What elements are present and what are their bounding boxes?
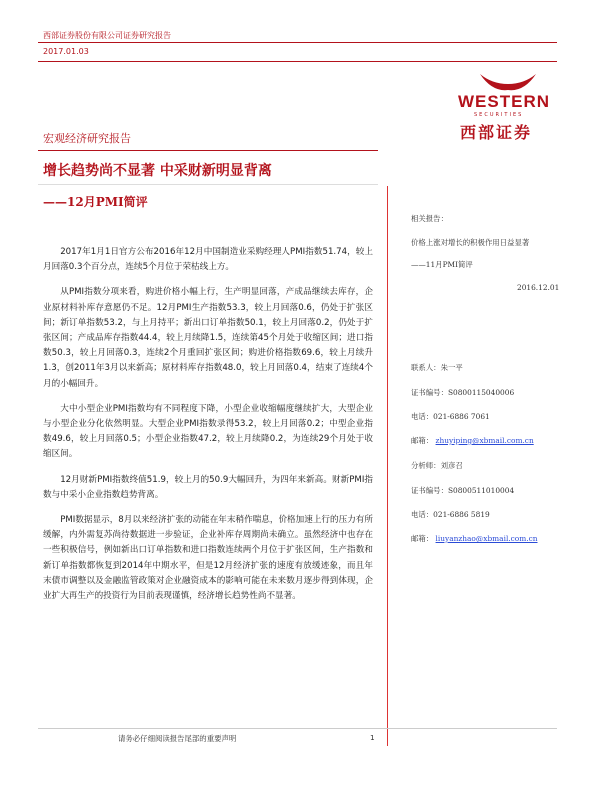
contact-cert: 证书编号：S0800115040006: [411, 388, 515, 397]
paragraph: 12月财新PMI指数终值51.9，较上月的50.9大幅回升，为四年来新高。财新PMI指数与中采小企业指数趋势背离。: [43, 474, 373, 500]
paragraph: 大中小型企业PMI指数均有不同程度下降，小型企业收缩幅度继续扩大，大型企业与小型企业分化依然明显。大型企业PMI指数录得53.2，较上月回落0.2；中型企业指数49.6，较上月回落0.5；小型企业指数47.2，较上月续降0.2，为连续29个月处于收缩区间。: [43, 403, 373, 460]
header-date: 2017.01.03: [43, 47, 89, 56]
analyst-email-link[interactable]: liuyanzhao@xbmail.com.cn: [435, 534, 538, 543]
paragraph: 从PMI指数分项来看，购进价格小幅上行，生产明显回落，产成品继续去库存，企业原材料补库存意愿仍不足。12月PMI生产指数53.3，较上月回落0.6，仍处于扩张区间；新订单指数53.2，与上月持平；新出口订单指数50.1，较上月回落0.2，仍处于扩张区间；产成品库存指数44.4，较上月续降1.5，连续第45个月处于收缩区间；进口指数50.3，较上月回落0.3，连续2个月重回扩张区间；购进价格指数69.6，较上月续升1.3，创2011年3月以来新高；原材料库存指数48.0，较上月回落0.4，结束了连续4个月的小幅回升。: [43, 287, 373, 389]
analyst-cert: 证书编号：S0800511010004: [411, 486, 515, 495]
header-company: 西部证券股份有限公司证券研究报告: [43, 31, 171, 40]
contact-name: 联系人：朱一平: [411, 363, 463, 372]
footer-divider: [38, 728, 557, 729]
logo-brand-cn: 西部证券: [460, 123, 533, 142]
contact-tel: 电话：021-6886 7061: [411, 412, 490, 421]
footer-disclaimer: 请务必仔细阅读报告尾部的重要声明: [118, 734, 237, 743]
report-body: [43, 245, 373, 614]
column-divider: [387, 186, 388, 746]
related-label: 相关报告：: [411, 214, 448, 223]
logo-brand-sub: SECURITIES: [474, 112, 524, 118]
contact-email-row: [411, 435, 534, 446]
report-category: 宏观经济研究报告: [43, 132, 131, 145]
report-title: 增长趋势尚不显著 中采财新明显背离: [43, 163, 272, 179]
analyst-name: 分析师：刘彦召: [411, 461, 463, 470]
title-divider-2: [38, 184, 378, 185]
page-number: 1: [370, 733, 375, 742]
paragraph: PMI数据显示，8月以来经济扩张的动能在年末稍作喘息，价格加速上行的压力有所缓解，内外需复苏尚待数据进一步验证，企业补库存周期尚未确立。虽然经济中也存在一些积极信号，例如新出口订单指数和进口指数连续两个月位于扩张区间，生产指数和新订单指数都恢复到2014年中期水平，但是12月经济扩张的速度有放缓迹象，而且年末债市调整以及金融监管政策对企业融资成本的影响可能在未来数月逐步得到体现，企业扩大再生产的投资行为目前表现谨慎，经济增长趋势性尚不显著。: [43, 515, 373, 602]
analyst-email-label: 邮箱：: [411, 534, 434, 543]
paragraph: 2017年1月1日官方公布2016年12月中国制造业采购经理人PMI指数51.74，较上月回落0.3个百分点，连续5个月位于荣枯线上方。: [43, 247, 373, 273]
logo-brand-en: WESTERN: [458, 92, 550, 111]
title-divider: [38, 150, 378, 151]
bull-horns-icon: [478, 72, 538, 94]
header-divider-2: [38, 61, 557, 62]
header-divider: [38, 42, 557, 43]
report-subtitle: ——12月PMI简评: [43, 195, 148, 209]
western-securities-logo: [458, 72, 554, 142]
related-report-link[interactable]: 价格上涨对增长的积极作用日益显著: [411, 238, 530, 247]
related-report-date: 2016.12.01: [517, 283, 560, 292]
analyst-tel: 电话：021-6886 5819: [411, 510, 490, 519]
contact-email-link[interactable]: zhuyiping@xbmail.com.cn: [435, 436, 534, 445]
contact-email-label: 邮箱：: [411, 436, 434, 445]
analyst-email-row: [411, 533, 538, 544]
related-report-subtitle: ——11月PMI简评: [411, 260, 473, 269]
